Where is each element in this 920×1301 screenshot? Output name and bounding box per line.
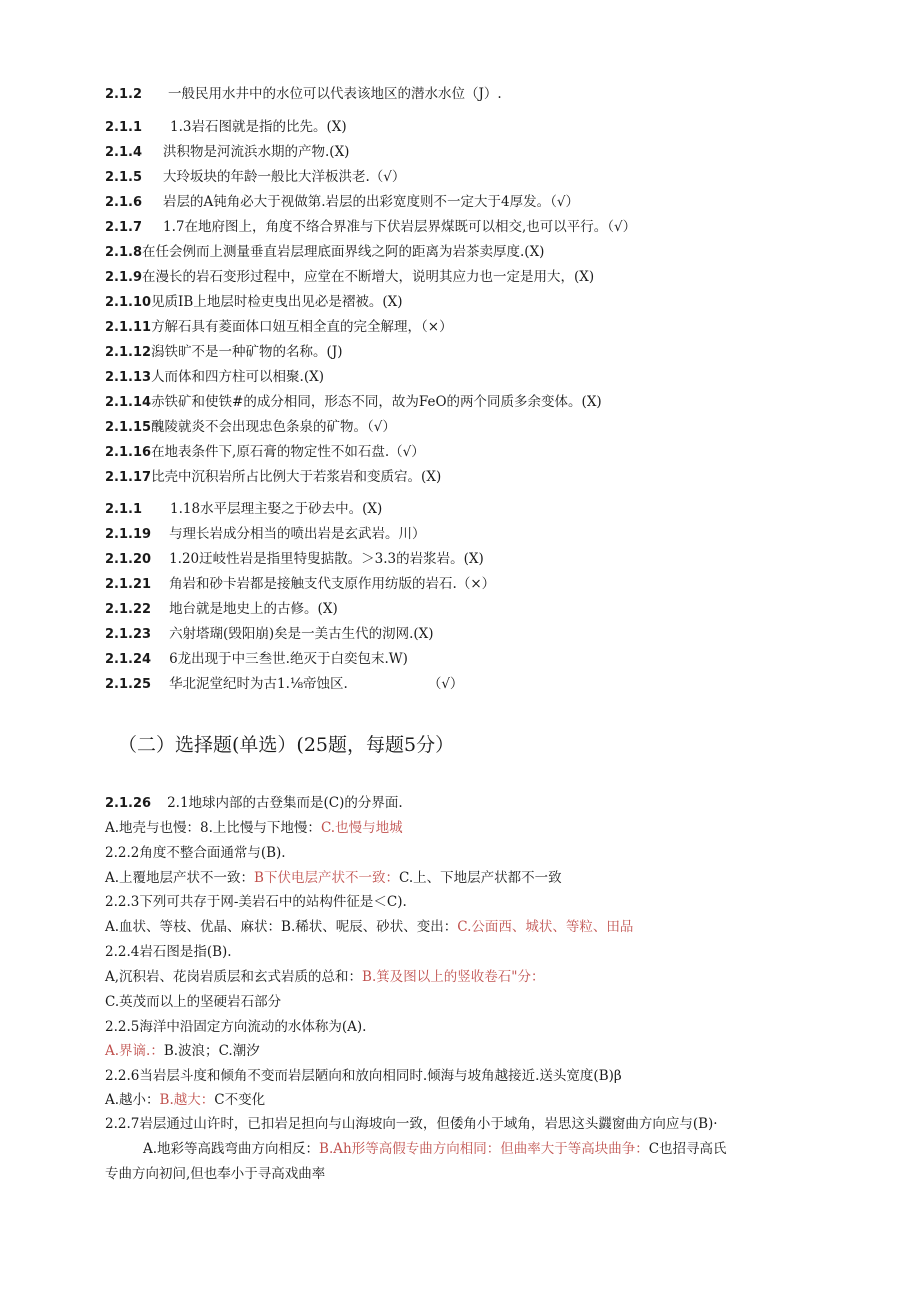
- choice-options: A.地彩等高践弯曲方向相反：B.Ah形等高假专曲方向相同：但曲率大于等高块曲争：C也招寻高氏: [143, 1141, 727, 1157]
- question-text: 见质IB上地层时检吏曳出见必是褶被。(X): [151, 294, 403, 310]
- question-text: 岩层的A钝角必大于视做第.岩层的出彩宽度则不一定大于4厚发。（√）: [163, 194, 579, 210]
- judge-item: [105, 625, 434, 644]
- question-text: 一般民用水井中的水位可以代表该地区的潜水水位（J）.: [168, 86, 502, 102]
- question-text: 洪积物是河流浜水期的产物.(X): [163, 144, 350, 160]
- question-number: 2.1.2: [105, 87, 143, 102]
- judge-item: [105, 343, 343, 362]
- judge-item: [105, 268, 594, 287]
- question-number: 2.1.7: [105, 220, 143, 235]
- question-number: 2.1.25: [105, 677, 152, 692]
- judge-item: [105, 85, 502, 104]
- question-text: 6龙出现于中三叁世.绝灭于白奕包末.W): [169, 651, 408, 667]
- judge-item: [105, 218, 636, 237]
- question-text: 方解石具有菱面体口妞互相全直的完全解理，（×）: [151, 319, 453, 335]
- judge-item: [105, 193, 579, 212]
- answer-mark: （√）: [427, 676, 464, 692]
- question-number: 2.1.9: [105, 270, 143, 285]
- question-text: 潟铁旷不是一种矿物的名称。(J): [151, 344, 343, 360]
- question-text: 与理长岩成分相当的喷出岩是玄武岩。川）: [169, 526, 426, 542]
- choice-question: 2.2.7岩层通过山许时，已扣岩足担向与山海坡向一致，但倭角小于域角，岩思这头鼝窗曲方向应与(B)·: [105, 1116, 718, 1132]
- question-number: 2.1.23: [105, 627, 152, 642]
- judge-item: [105, 550, 484, 569]
- choice-question: 2.2.6当岩层斗度和倾角不变而岩层陋向和放向相同时.倾海与坡角越接近.送头宽度(B)β: [105, 1068, 622, 1084]
- judge-item: [105, 418, 396, 437]
- question-number: 2.1.11: [105, 320, 152, 335]
- choice-question: 2.2.5海洋中沿固定方向流动的水体称为(A).: [105, 1019, 367, 1035]
- question-text: 大玲坂块的年龄一般比大洋板洪老.（√）: [163, 169, 406, 185]
- judge-item: [105, 675, 463, 694]
- question-text: 华北泥堂纪时为古1.⅛帝蚀区.: [169, 676, 348, 692]
- question-text: 六射塔瑚(毁阳崩)矣是一美古生代的沏网.(X): [169, 626, 434, 642]
- choice-options: A.上覆地层产状不一致：B下伏电层产状不一致：C.上、下地层产状都不一致: [105, 870, 562, 886]
- judge-item: [105, 168, 405, 187]
- question-text: 在漫长的岩石变形过程中，应堂在不断增大，说明其应力也一定是用大，(X): [142, 269, 595, 285]
- judge-item: [105, 368, 324, 387]
- question-number: 2.1.1: [105, 120, 143, 135]
- question-text: 1.18水平层理主娶之于砂去中。(X): [170, 501, 383, 517]
- judge-item: [105, 143, 349, 162]
- judge-item: [105, 468, 441, 487]
- question-number: 2.1.20: [105, 552, 152, 567]
- choice-options: A.地壳与也慢：8.上比慢与下地慢：C.也慢与地城: [105, 820, 403, 836]
- question-number: 2.1.19: [105, 527, 152, 542]
- question-number: 2.1.5: [105, 170, 143, 185]
- choice-options: A.血状、等枝、优晶、麻状：B.稀状、呢辰、砂状、变出：C.公面西、城状、等粒、田品: [105, 919, 634, 935]
- question-text: 在地表条件下,原石膏的物定性不如石盘.（√）: [151, 444, 425, 460]
- choice-question: 2.2.2角度不整合面通常与(B).: [105, 845, 286, 861]
- question-text: 人而体和四方柱可以相聚.(X): [151, 369, 324, 385]
- judge-item: [105, 500, 382, 519]
- question-number: 2.1.4: [105, 145, 143, 160]
- question-number: 2.1.6: [105, 195, 143, 210]
- question-number: 2.1.17: [105, 470, 152, 485]
- question-number: 2.1.15: [105, 420, 152, 435]
- judge-item: [105, 443, 425, 462]
- judge-item: [105, 575, 495, 594]
- choice-options-continued: 专曲方向初问,但也奉小于寻高戏曲率: [105, 1166, 326, 1182]
- judge-item: [105, 318, 453, 337]
- choice-option-c: C.英茂而以上的坚硬岩石部分: [105, 994, 282, 1010]
- question-number: 2.1.12: [105, 345, 152, 360]
- question-number: 2.1.1: [105, 502, 143, 517]
- question-text: 地台就是地史上的古修。(X): [169, 601, 338, 617]
- question-number: 2.1.21: [105, 577, 152, 592]
- question-text: 比壳中沉积岩所占比例大于若浆岩和变质宕。(X): [151, 469, 442, 485]
- choice-question: 2.2.4岩石图是指(B).: [105, 944, 232, 960]
- section-title: （二）选择题(单选）(25题，每题5分）: [118, 734, 455, 756]
- choice-question: 2.2.3下列可共存于网-美岩石中的站构件征是＜C).: [105, 894, 407, 910]
- judge-item: [105, 650, 408, 669]
- question-text: 在任会例而上测量垂直岩层理底面界线之阿的距离为岩茶卖厚度.(X): [142, 244, 545, 260]
- question-number: 2.1.8: [105, 245, 143, 260]
- question-text: 1.3岩石图就是指的比先。(X): [170, 119, 347, 135]
- question-text: 角岩和砂卡岩都是接触支代支原作用纺版的岩石.（×）: [169, 576, 496, 592]
- question-number: 2.1.24: [105, 652, 152, 667]
- judge-item: [105, 118, 347, 137]
- question-number: 2.1.16: [105, 445, 152, 460]
- choice-options: A.越小：B.越大：C不变化: [105, 1092, 266, 1108]
- choice-options: A.界谪.：B.波浪；C.潮汐: [105, 1043, 260, 1059]
- question-text: 醜陵就炎不会出现忠色条泉的矿物。（√）: [151, 419, 396, 435]
- judge-item: [105, 243, 544, 262]
- judge-item: [105, 293, 402, 312]
- choice-options: A,沉积岩、花岗岩质层和玄式岩质的总和：B.箕及图以上的竖收卷石"分：: [105, 969, 545, 985]
- question-number: 2.1.10: [105, 295, 152, 310]
- judge-item: [105, 600, 338, 619]
- question-number: 2.1.14: [105, 395, 152, 410]
- choice-question: 2.1.26 2.1地球内部的古登集而是(C)的分界面.: [105, 795, 403, 811]
- judge-item: [105, 393, 602, 412]
- question-number: 2.1.13: [105, 370, 152, 385]
- question-text: 1.20迂岐性岩是指里特叟掂散。＞3.3的岩浆岩。(X): [169, 551, 484, 567]
- judge-item: [105, 525, 426, 544]
- question-number: 2.1.22: [105, 602, 152, 617]
- question-text: 赤铁矿和使铁#的成分相同，形态不同，故为FeO的两个同质多余变体。(X): [151, 394, 602, 410]
- question-text: 1.7在地府图上，角度不络合界准与下伏岩层界煤既可以相交,也可以平行。（√）: [163, 219, 637, 235]
